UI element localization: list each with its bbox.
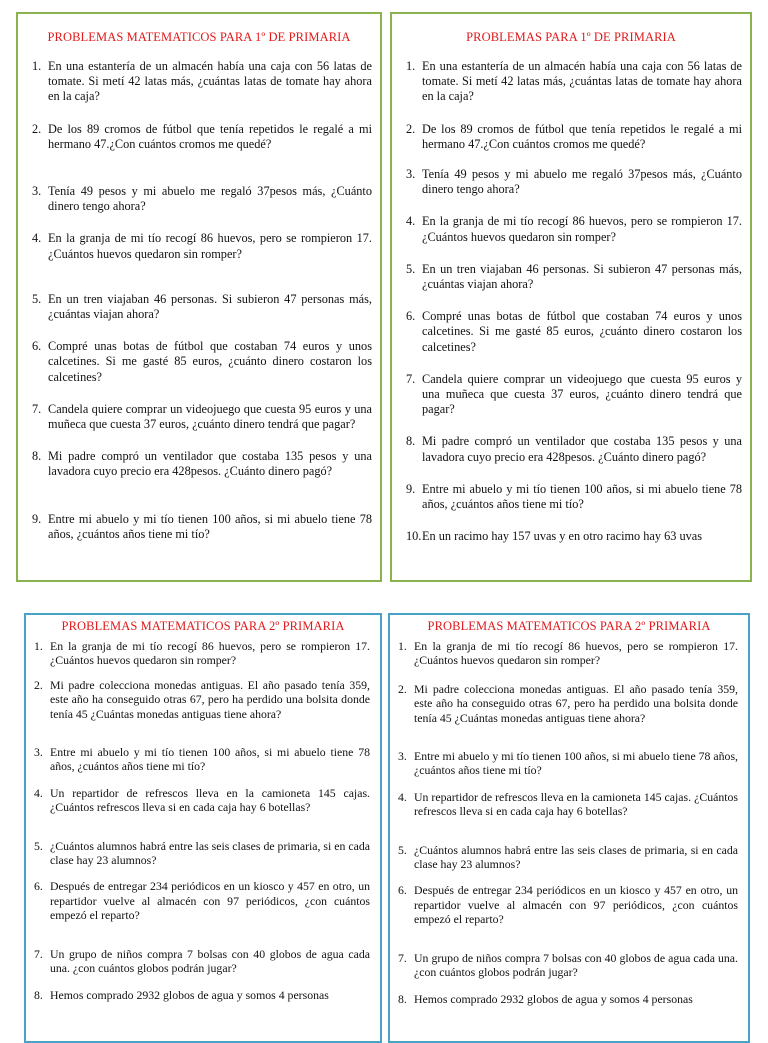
problem-number: 3. [32, 184, 42, 199]
problem-number: 5. [32, 291, 42, 306]
worksheet-card-1st-grade-b [390, 12, 752, 582]
problem-item [32, 231, 372, 261]
problem-item [398, 682, 738, 725]
problem-item [406, 309, 742, 355]
problem-text: En la granja de mi tío recogí 86 huevos, pero se rompieron 17. ¿Cuántos huevos quedaron sin romper? [414, 639, 738, 668]
problem-number: 7. [34, 946, 43, 961]
problem-text: Candela quiere comprar un videojuego que cuesta 95 euros y una muñeca que cuesta 37 euros, ¿cuánto dinero tendrá que pagar? [422, 371, 742, 417]
problem-item [406, 434, 742, 464]
problem-text: Entre mi abuelo y mi tío tienen 100 años, si mi abuelo tiene 78 años, ¿cuántos años tiene mi tío? [50, 745, 370, 774]
card-title: PROBLEMAS MATEMATICOS PARA 2º PRIMARIA [427, 619, 711, 633]
problem-item [406, 59, 742, 105]
problem-text: En un racimo hay 157 uvas y en otro racimo hay 63 uvas [422, 529, 703, 544]
problem-text: Después de entregar 234 periódicos en un kiosco y 457 en otro, un repartidor vuelve al almacén con 97 periódicos, ¿con cuántos empezó el reparto? [50, 879, 370, 923]
problem-text: En la granja de mi tío recogí 86 huevos, pero se rompieron 17. ¿Cuántos huevos quedaron sin romper? [422, 214, 742, 244]
card-title: PROBLEMAS MATEMATICOS PARA 1º DE PRIMARIA [47, 30, 351, 44]
problem-text: En un tren viajaban 46 personas. Si subieron 47 personas más, ¿cuántas viajan ahora? [48, 291, 372, 322]
problem-text: Mi padre colecciona monedas antiguas. El año pasado tenía 359, este año ha conseguido otras 67, pero ha perdido una bolsita donde tenía 45 ¿Cuántas monedas antiguas tiene ahora? [414, 681, 738, 725]
problem-number: 2. [398, 681, 407, 696]
problem-text: Hemos comprado 2932 globos de agua y somos 4 personas [50, 987, 329, 1002]
problem-text: Un grupo de niños compra 7 bolsas con 40 globos de agua cada una. ¿con cuántos globos podrán jugar? [50, 946, 370, 976]
problem-text: Compré unas botas de fútbol que costaban 74 euros y unos calcetines. Si me gasté 85 euros, ¿cuánto dinero costaron los calcetines? [48, 339, 372, 384]
problem-list [18, 59, 380, 542]
problem-number: 3. [34, 745, 43, 760]
problem-text: De los 89 cromos de fútbol que tenía repetidos le regalé a mi hermano 47.¿Con cuántos cromos me quedé? [422, 121, 742, 151]
problem-item [398, 639, 738, 668]
problem-text: Tenía 49 pesos y mi abuelo me regaló 37pesos más, ¿Cuánto dinero tengo ahora? [48, 184, 372, 214]
problem-list [26, 639, 380, 1002]
problem-item [406, 372, 742, 418]
problem-text: En un tren viajaban 46 personas. Si subieron 47 personas más, ¿cuántas viajan ahora? [422, 261, 742, 292]
problem-text: En la granja de mi tío recogí 86 huevos, pero se rompieron 17. ¿Cuántos huevos quedaron sin romper? [48, 231, 372, 261]
problem-item [32, 122, 372, 152]
problem-number: 5. [398, 842, 407, 857]
problem-number: 1. [398, 639, 407, 653]
problem-number: 8. [398, 991, 407, 1006]
worksheet-card-1st-grade-a [16, 12, 382, 582]
problem-number: 1. [32, 59, 42, 73]
problem-item [34, 947, 370, 976]
problem-item [398, 790, 738, 819]
problem-item [32, 184, 372, 214]
problem-text: En una estantería de un almacén había una caja con 56 latas de tomate. Si metí 42 latas más, ¿cuántas latas de tomate hay ahora en la caja? [422, 59, 742, 104]
problem-number: 8. [34, 987, 43, 1002]
problem-item [32, 339, 372, 385]
problem-number: 4. [32, 231, 42, 246]
problem-number: 4. [398, 789, 407, 804]
problem-item [32, 59, 372, 105]
problem-item [34, 988, 370, 1002]
problem-number: 6. [34, 879, 43, 894]
problem-number: 5. [406, 261, 416, 276]
problem-text: Compré unas botas de fútbol que costaban 74 euros y unos calcetines. Si me gasté 85 euros, ¿cuánto dinero costaron los calcetines? [422, 309, 742, 354]
problem-item [406, 214, 742, 244]
worksheet-card-2nd-grade-a [24, 613, 382, 1043]
problem-number: 3. [398, 749, 407, 764]
problem-number: 2. [406, 121, 416, 136]
problem-number: 4. [34, 785, 43, 800]
problem-text: Candela quiere comprar un videojuego que cuesta 95 euros y una muñeca que cuesta 37 euros, ¿cuánto dinero tendrá que pagar? [48, 401, 372, 432]
problem-list [392, 59, 750, 544]
problem-text: Entre mi abuelo y mi tío tienen 100 años, si mi abuelo tiene 78 años, ¿cuántos años tiene mi tío? [48, 511, 372, 541]
problem-number: 7. [32, 401, 42, 416]
problem-item [34, 639, 370, 668]
problem-number: 6. [32, 339, 42, 354]
problem-text: Un grupo de niños compra 7 bolsas con 40 globos de agua cada una. ¿con cuántos globos podrán jugar? [414, 950, 738, 980]
problem-item [32, 402, 372, 432]
problem-item [34, 879, 370, 922]
problem-number: 2. [32, 121, 42, 136]
problem-number: 6. [398, 883, 407, 898]
problem-text: ¿Cuántos alumnos habrá entre las seis clases de primaria, si en cada clase hay 23 alumnos? [414, 842, 738, 872]
problem-item [406, 529, 742, 544]
problem-number: 8. [32, 449, 42, 464]
problem-item [398, 749, 738, 778]
problem-item [406, 122, 742, 152]
problem-number: 9. [406, 481, 416, 496]
card-title: PROBLEMAS PARA 1º DE PRIMARIA [466, 30, 676, 44]
problem-item [406, 167, 742, 197]
problem-number: 3. [406, 167, 416, 182]
problem-text: En una estantería de un almacén había una caja con 56 latas de tomate. Si metí 42 latas más, ¿cuántas latas de tomate hay ahora en la caja? [48, 59, 372, 104]
problem-text: Mi padre compró un ventilador que costaba 135 pesos y una lavadora cuyo precio era 428pesos. ¿Cuánto dinero pagó? [48, 449, 372, 479]
problem-item [398, 951, 738, 980]
problem-text: Hemos comprado 2932 globos de agua y somos 4 personas [414, 991, 693, 1006]
problem-list [390, 639, 748, 1006]
problem-text: ¿Cuántos alumnos habrá entre las seis clases de primaria, si en cada clase hay 23 alumnos? [50, 838, 370, 868]
problem-number: 7. [398, 950, 407, 965]
problem-number: 9. [32, 511, 42, 526]
problem-text: De los 89 cromos de fútbol que tenía repetidos le regalé a mi hermano 47.¿Con cuántos cromos me quedé? [48, 121, 372, 151]
problem-number: 1. [34, 639, 43, 653]
problem-number: 5. [34, 838, 43, 853]
problem-text: Mi padre compró un ventilador que costaba 135 pesos y una lavadora cuyo precio era 428pesos. ¿Cuánto dinero pagó? [422, 434, 742, 464]
problem-item [32, 512, 372, 542]
problem-number: 6. [406, 309, 416, 324]
problem-text: Tenía 49 pesos y mi abuelo me regaló 37pesos más, ¿Cuánto dinero tengo ahora? [422, 167, 742, 197]
problem-text: Un repartidor de refrescos lleva en la camioneta 145 cajas. ¿Cuántos refrescos lleva si en cada caja hay 6 botellas? [50, 785, 370, 815]
card-title: PROBLEMAS MATEMATICOS PARA 2º PRIMARIA [61, 619, 345, 633]
problem-number: 1. [406, 59, 416, 73]
problem-item [406, 262, 742, 292]
problem-text: Entre mi abuelo y mi tío tienen 100 años, si mi abuelo tiene 78 años, ¿cuántos años tiene mi tío? [414, 749, 738, 778]
problem-item [32, 449, 372, 479]
problem-text: Entre mi abuelo y mi tío tienen 100 años, si mi abuelo tiene 78 años, ¿cuántos años tiene mi tío? [422, 481, 742, 512]
problem-number: 8. [406, 434, 416, 449]
problem-item [34, 745, 370, 774]
problem-text: Mi padre colecciona monedas antiguas. El año pasado tenía 359, este año ha conseguido otras 67, pero ha perdido una bolsita donde tenía 45 ¿Cuántas monedas antiguas tiene ahora? [50, 677, 370, 721]
problem-text: En la granja de mi tío recogí 86 huevos, pero se rompieron 17. ¿Cuántos huevos quedaron sin romper? [50, 639, 370, 668]
problem-item [34, 678, 370, 721]
problem-item [406, 482, 742, 512]
problem-item [398, 843, 738, 872]
problem-item [398, 992, 738, 1006]
problem-item [398, 883, 738, 926]
problem-number: 2. [34, 677, 43, 692]
problem-item [34, 786, 370, 815]
problem-number: 7. [406, 371, 416, 386]
problem-item [34, 839, 370, 868]
worksheet-card-2nd-grade-b [388, 613, 750, 1043]
problem-number: 4. [406, 214, 416, 229]
problem-text: Después de entregar 234 periódicos en un kiosco y 457 en otro, un repartidor vuelve al almacén con 97 periódicos, ¿con cuántos empezó el reparto? [414, 883, 738, 927]
problem-number: 10. [406, 529, 422, 544]
problem-text: Un repartidor de refrescos lleva en la camioneta 145 cajas. ¿Cuántos refrescos lleva si en cada caja hay 6 botellas? [414, 789, 738, 819]
problem-item [32, 292, 372, 322]
